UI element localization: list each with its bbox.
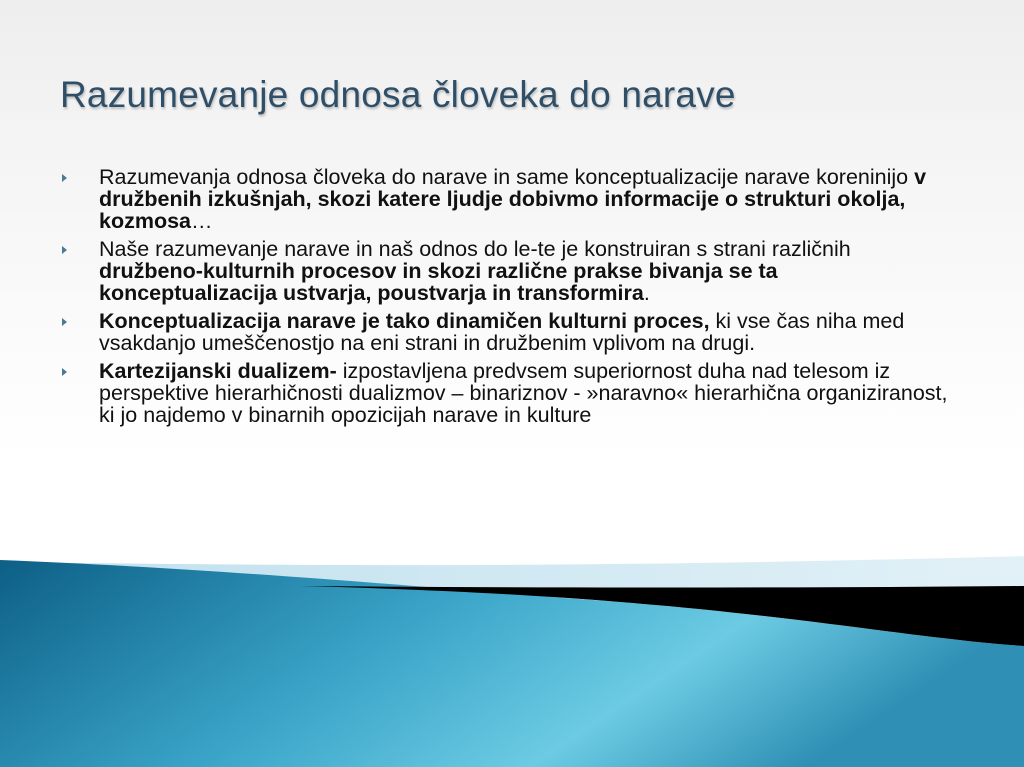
bullet-text bbox=[99, 165, 926, 233]
bullet-text bbox=[99, 309, 904, 355]
bullet-list bbox=[62, 166, 957, 432]
text-segment: Razumevanja odnosa človeka do narave in same konceptualizacije narave koreninijo bbox=[99, 165, 915, 189]
bold-segment: v družbenih izkušnjah, skozi katere ljudje dobivmo informacije o strukturi okolja, kozmosa bbox=[99, 165, 927, 233]
triangle-bullet-icon bbox=[62, 368, 67, 376]
text-segment: ki vse čas niha med vsakdanjo umeščenostjo na eni strani in družbenim vplivom na drugi. bbox=[99, 309, 905, 355]
bold-segment: Kartezijanski dualizem- bbox=[99, 359, 337, 383]
bold-segment: družbeno-kulturnih procesov in skozi različne prakse bivanja se ta konceptualizacija ustvarja, poustvarja in transformira bbox=[99, 259, 778, 305]
bullet-text bbox=[99, 359, 948, 427]
triangle-bullet-icon bbox=[62, 246, 67, 254]
text-segment: . bbox=[643, 281, 650, 305]
bullet-item bbox=[62, 360, 957, 426]
text-segment: Naše razumevanje narave in naš odnos do le-te je konstruiran s strani različnih bbox=[99, 237, 851, 261]
bullet-item bbox=[62, 310, 957, 354]
slide-title: Razumevanje odnosa človeka do narave bbox=[60, 74, 736, 115]
bullet-item bbox=[62, 166, 957, 232]
bold-segment: Konceptualizacija narave je tako dinamičen kulturni proces, bbox=[99, 309, 710, 333]
triangle-bullet-icon bbox=[62, 318, 67, 326]
text-segment: izpostavljena predvsem superiornost duha nad telesom iz perspektive hierarhičnosti dualizmov – binariznov - »naravno« hierarhična organiziranost, ki jo najdemo v binarnih opozicijah narave in kulture bbox=[99, 359, 948, 427]
bullet-text bbox=[99, 237, 851, 305]
triangle-bullet-icon bbox=[62, 174, 67, 182]
text-segment: … bbox=[191, 209, 213, 233]
bullet-item bbox=[62, 238, 957, 304]
